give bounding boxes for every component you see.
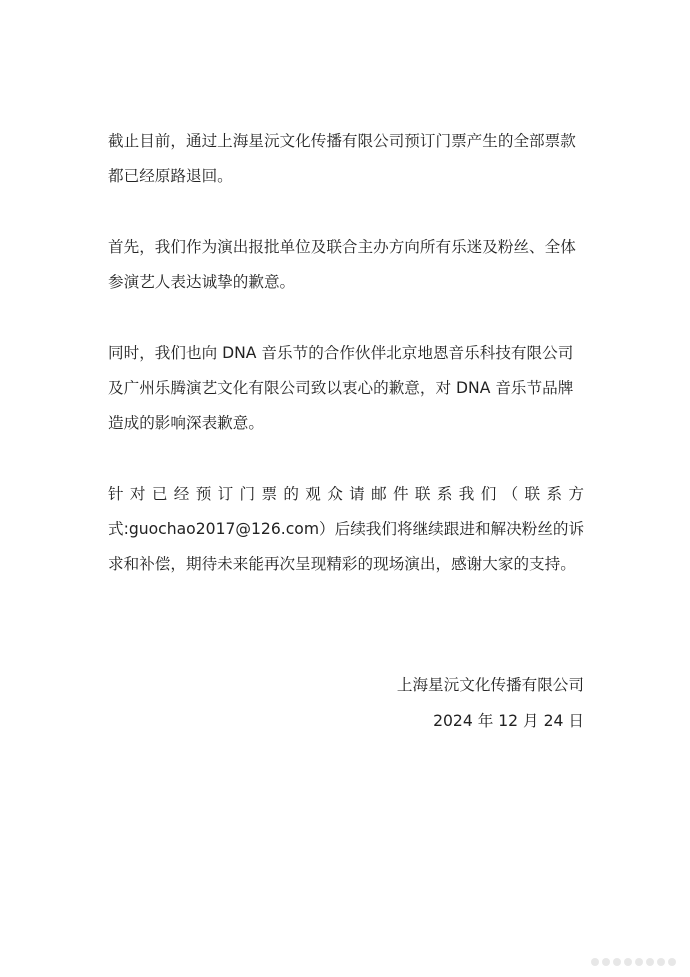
- watermark-dot: [613, 958, 621, 966]
- paragraph-line: 截止目前，通过上海星沅文化传播有限公司预订门票产生的全部票款: [108, 132, 576, 150]
- document-body: [108, 124, 584, 618]
- signature-date: 2024 年 12 月 24 日: [433, 712, 584, 730]
- paragraph-apology-partners: [108, 336, 584, 441]
- signature-block: [397, 667, 584, 739]
- paragraph-apology-fans: [108, 230, 584, 300]
- watermark-dot: [668, 958, 676, 966]
- watermark-dot: [624, 958, 632, 966]
- watermark-dot: [635, 958, 643, 966]
- paragraph-line: 参演艺人表达诚挚的歉意。: [108, 273, 296, 291]
- paragraph-line: 针对已经预订门票的观众请邮件联系我们（联系方: [108, 485, 584, 503]
- paragraph-line: 及广州乐腾演艺文化有限公司致以衷心的歉意，对 DNA 音乐节品牌: [108, 379, 574, 397]
- paragraph-line: 都已经原路退回。: [108, 167, 233, 185]
- paragraph-line: 同时，我们也向 DNA 音乐节的合作伙伴北京地恩音乐科技有限公司: [108, 344, 574, 362]
- signature-company: 上海星沅文化传播有限公司: [396, 676, 584, 694]
- paragraph-line: 式:guochao2017@126.com）后续我们将继续跟进和解决粉丝的诉: [108, 520, 585, 538]
- paragraph-line: 造成的影响深表歉意。: [108, 414, 264, 432]
- paragraph-line: 首先，我们作为演出报批单位及联合主办方向所有乐迷及粉丝、全体: [108, 238, 576, 256]
- paragraph-line: 求和补偿，期待未来能再次呈现精彩的现场演出，感谢大家的支持。: [108, 555, 576, 573]
- paragraph-contact: [108, 477, 584, 582]
- watermark-dot: [657, 958, 665, 966]
- watermark-dot: [591, 958, 599, 966]
- watermark-dot: [646, 958, 654, 966]
- watermark-mark: [566, 955, 676, 969]
- paragraph-refund-status: [108, 124, 584, 194]
- watermark-dot: [602, 958, 610, 966]
